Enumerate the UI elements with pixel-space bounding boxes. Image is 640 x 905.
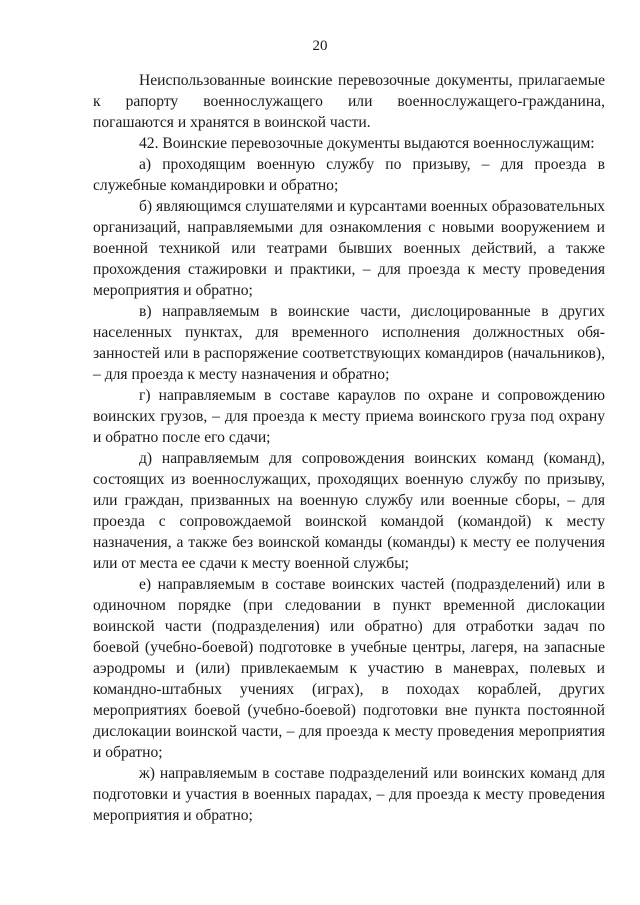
paragraph-subitem-zh: ж) направляемым в составе подразделений или воинских команд для подготовки и участия в военных парадах, – для проезда к месту проведения мероприятия и обратно; <box>93 765 605 824</box>
paragraph-subitem-e: е) направляемым в составе воинских частей (подразделений) или в одиночном порядке (при следовании в пункт временной дислокации воинской части (подразделения) или обратно) для отработки задач по боевой (учебно-боевой) подготовке в учебные центры, лагеря, на запасные аэродромы и (или) привлекаемым к участию в маневрах, полевых и командно-штабных учениях (играх), в походах кораблей, других мероприятиях боевой (учебно-боевой) подготовки вне пункта постоянной дислокации воинской части, – для проезда к месту проведения мероприятия и обратно; <box>93 576 605 761</box>
paragraph-subitem-g: г) направляемым в составе караулов по охране и сопровождению воинских грузов, – для проезда к месту приема воинского груза под охрану и обратно после его сдачи; <box>93 387 605 446</box>
paragraph-subitem-a: а) проходящим военную службу по призыву, – для проезда в служебные командировки и обратно; <box>93 156 605 194</box>
page-number: 20 <box>312 38 328 54</box>
paragraph-subitem-d: д) направляемым для сопровождения воинских команд (команд), состоящих из военнослужащих, проходящих военную службу по призыву, или граждан, призванных на военную службу или военные сборы, – для проезда с сопровождаемой воинской командой (командой) к месту назначения, а также без воинской команды (команды) к месту ее получения или от места ее сдачи к месту военной службы; <box>93 450 605 572</box>
paragraph-unused-documents: Неиспользованные воинские перевозочные документы, прилагаемые к рапорту военнослужащего или военнослужащего-гражданина, погашаются и хранятся в воинской части. <box>93 72 605 131</box>
paragraph-subitem-v: в) направляемым в воинские части, дислоцированные в других населенных пунктах, для временного исполнения должностных обязанностей или в распоряжение соответствующих командиров (начальников), – для проезда к месту назначения и обратно; <box>93 303 605 383</box>
paragraph-item-42: 42. Воинские перевозочные документы выдаются военнослужащим: <box>139 135 595 152</box>
paragraph-subitem-b: б) являющимся слушателями и курсантами военных образовательных организаций, направляемыми для ознакомления с новыми вооружением и военной техникой или театрами бывших военных действий, а также прохождения стажировки и практики, – для проезда к месту проведения мероприятия и обратно; <box>93 198 605 299</box>
document-body <box>93 70 605 826</box>
